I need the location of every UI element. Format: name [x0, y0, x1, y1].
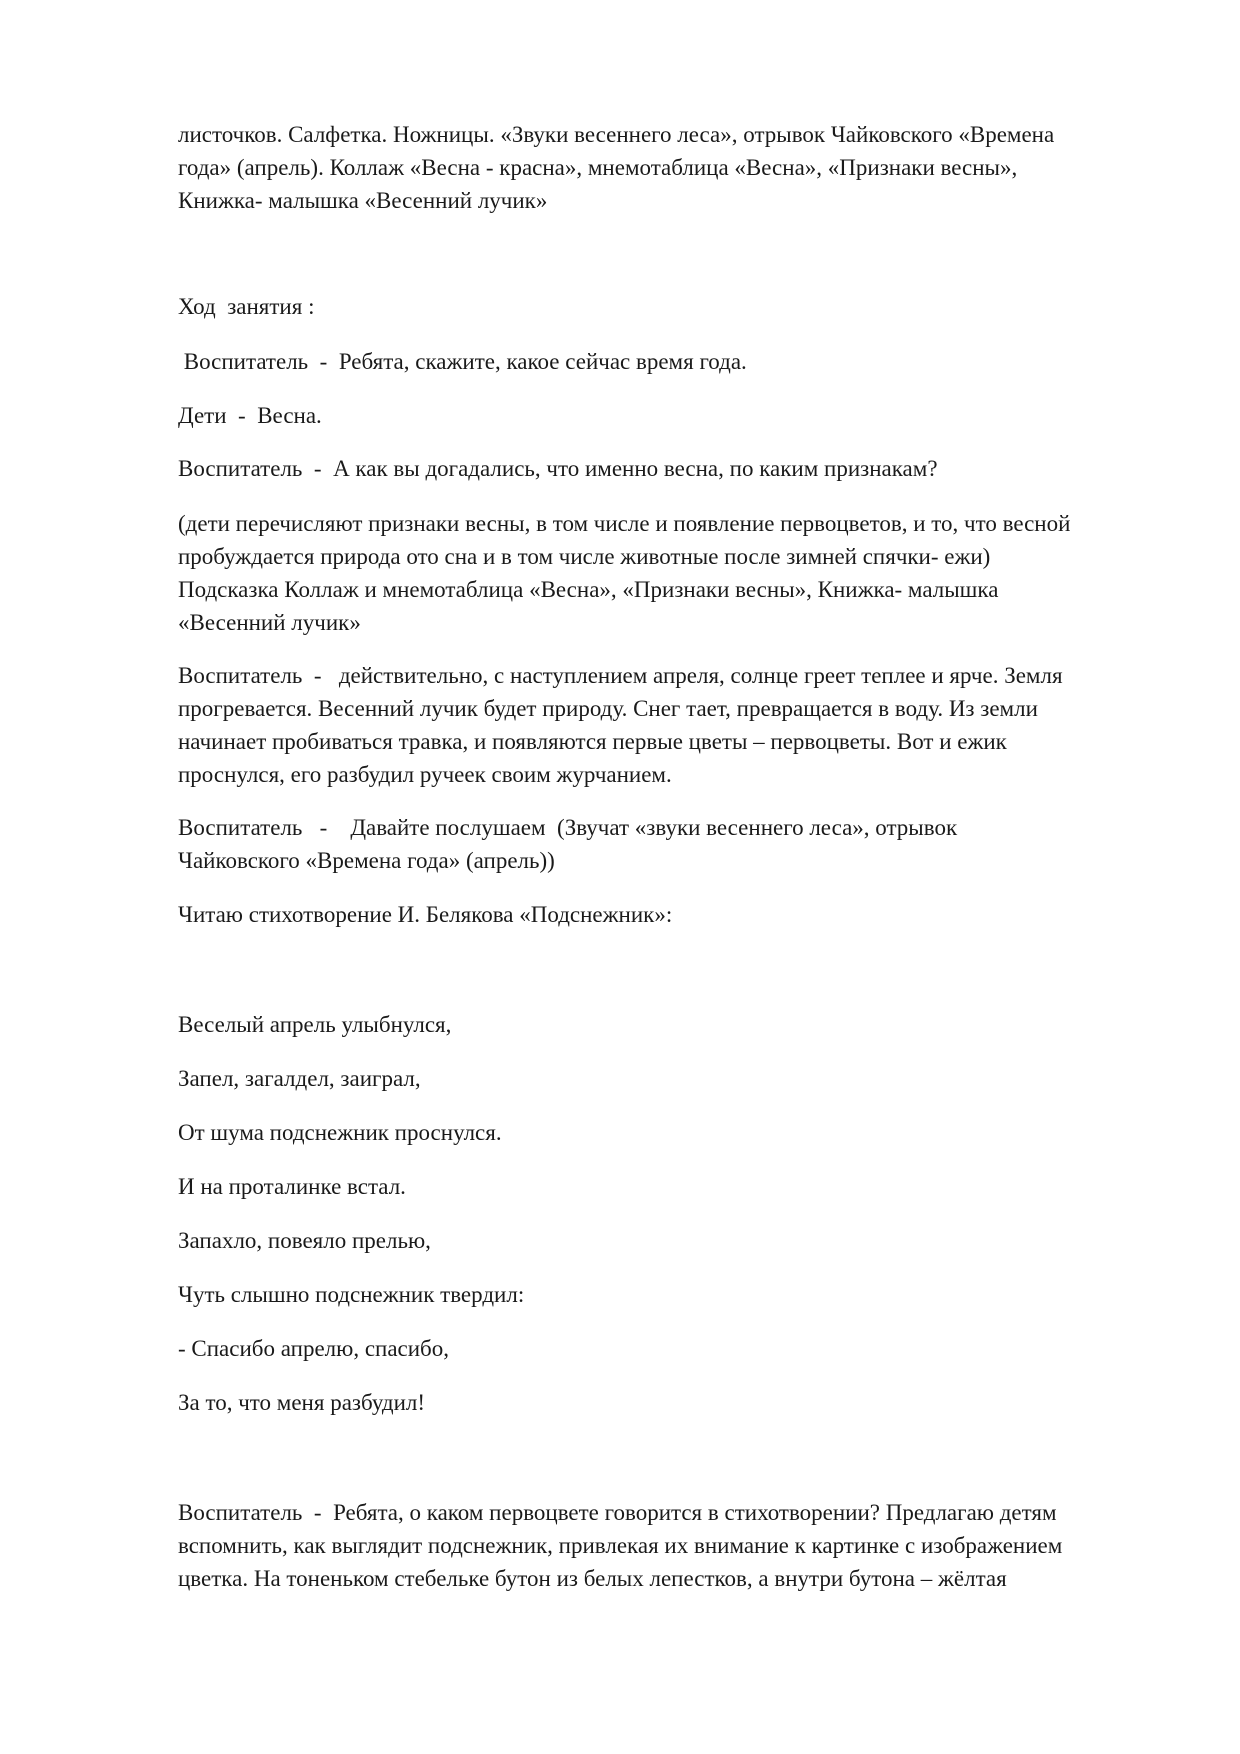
- dialog-paragraph: [178, 1496, 1168, 1595]
- text-line: Воспитатель - действительно, с наступлением апреля, солнце греет теплее и ярче. Земля: [178, 663, 1063, 688]
- text-line: прогревается. Весенний лучик будет природу. Снег тает, превращается в воду. Из земли: [178, 696, 1038, 721]
- text-line: листочков. Салфетка. Ножницы. «Звуки весеннего леса», отрывок Чайковского «Времена: [178, 122, 1055, 147]
- dialog-line: Воспитатель - А как вы догадались, что именно весна, по каким признакам?: [178, 456, 938, 481]
- dialog-line: Дети - Весна.: [178, 403, 322, 428]
- text-line: «Весенний лучик»: [178, 610, 361, 635]
- text-line: начинает пробиваться травка, и появляются первые цветы – первоцветы. Вот и ежик: [178, 729, 1007, 754]
- poem-line: - Спасибо апрелю, спасибо,: [178, 1336, 450, 1361]
- dialog-paragraph: [178, 659, 1168, 791]
- text-line: (дети перечисляют признаки весны, в том числе и появление первоцветов, и то, что весной: [178, 511, 1071, 536]
- poem-line: От шума подснежник проснулся.: [178, 1120, 502, 1145]
- text-line: пробуждается природа ото сна и в том числе животные после зимней спячки- ежи): [178, 544, 991, 569]
- text-line: цветка. На тоненьком стебельке бутон из белых лепестков, а внутри бутона – жёлтая: [178, 1566, 1007, 1591]
- text-line: Воспитатель - Давайте послушаем (Звучат «звуки весеннего леса», отрывок: [178, 815, 958, 840]
- text-line: Воспитатель - Ребята, о каком первоцвете говорится в стихотворении? Предлагаю детям: [178, 1500, 1057, 1525]
- poem-line: Веселый апрель улыбнулся,: [178, 1012, 452, 1037]
- text-line: Подсказка Коллаж и мнемотаблица «Весна», «Признаки весны», Книжка- малышка: [178, 577, 999, 602]
- text-line: Чайковского «Времена года» (апрель)): [178, 848, 555, 873]
- dialog-line: Воспитатель - Ребята, скажите, какое сейчас время года.: [178, 349, 747, 374]
- poem-line: Чуть слышно подснежник твердил:: [178, 1282, 525, 1307]
- poem-line: За то, что меня разбудил!: [178, 1390, 426, 1415]
- poem-line: И на проталинке встал.: [178, 1174, 406, 1199]
- intro-paragraph: [178, 118, 1168, 217]
- lesson-heading: Ход занятия :: [178, 294, 315, 319]
- poem-line: Запел, загалдел, заиграл,: [178, 1066, 421, 1091]
- dialog-paragraph: [178, 811, 1168, 877]
- text-line: проснулся, его разбудил ручеек своим журчанием.: [178, 762, 672, 787]
- poem-line: Запахло, повеяло прелью,: [178, 1228, 431, 1253]
- text-line: года» (апрель). Коллаж «Весна - красна», мнемотаблица «Весна», «Признаки весны»,: [178, 155, 1018, 180]
- text-line: вспомнить, как выглядит подснежник, привлекая их внимание к картинке с изображением: [178, 1533, 1063, 1558]
- note-paragraph: [178, 507, 1168, 639]
- poem-intro: Читаю стихотворение И. Белякова «Подснежник»:: [178, 902, 673, 927]
- text-line: Книжка- малышка «Весенний лучик»: [178, 188, 548, 213]
